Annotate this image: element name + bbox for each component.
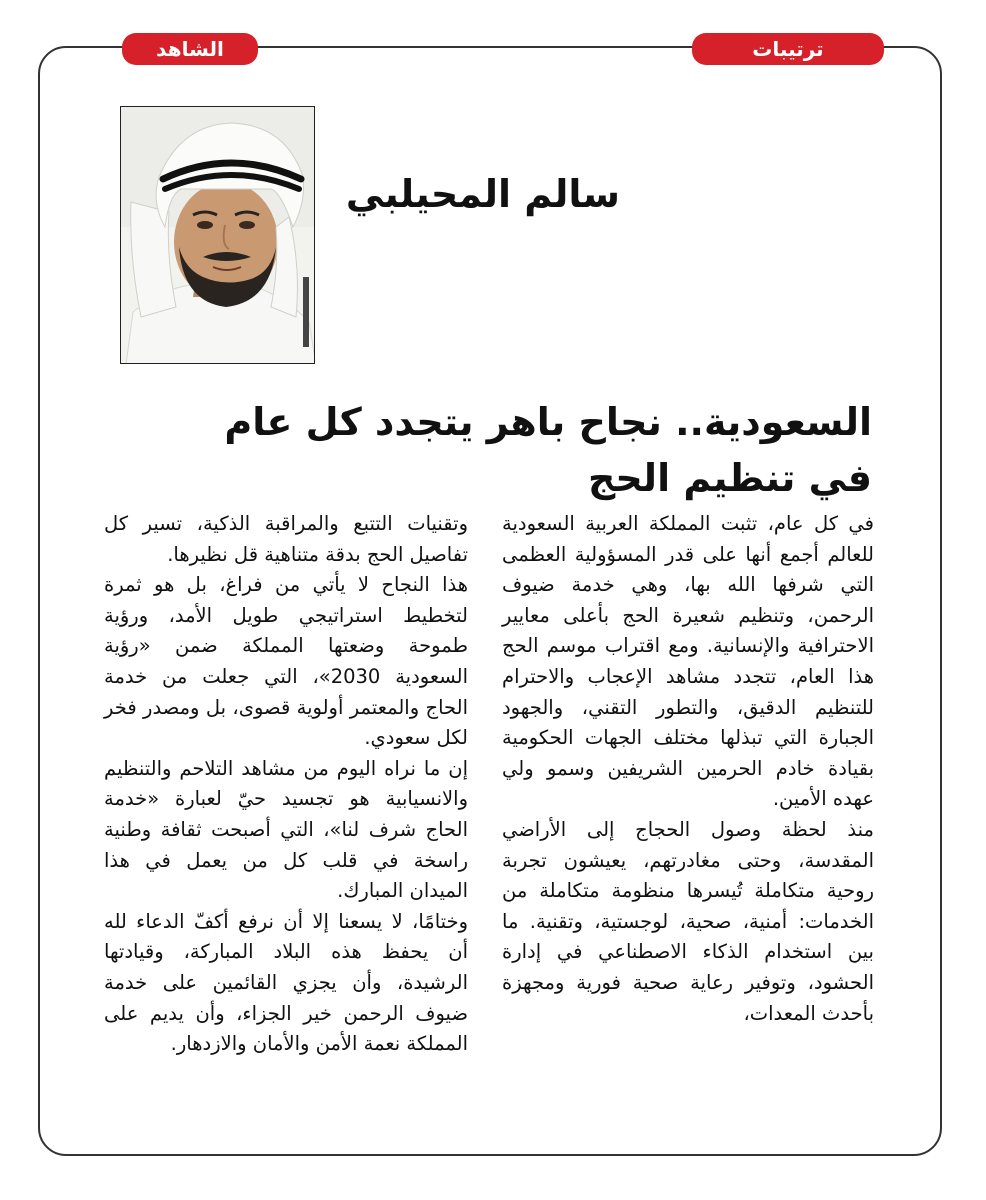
article-column-left — [104, 509, 468, 1060]
paragraph: وتقنيات التتبع والمراقبة الذكية، تسير كل تفاصيل الحج بدقة متناهية قل نظيرها. — [104, 512, 468, 566]
paragraph: هذا النجاح لا يأتي من فراغ، بل هو ثمرة لتخطيط استراتيجي طويل الأمد، ورؤية طموحة وضعتها المملكة ضمن «رؤية السعودية 2030»، التي جعلت من خدمة الحاج والمعتمر أولوية قصوى، بل ومصدر فخر لكل سعودي. — [104, 573, 469, 750]
paragraph: في كل عام، تثبت المملكة العربية السعودية للعالم أجمع أنها على قدر المسؤولية العظمى التي شرفها الله بها، وهي خدمة ضيوف الرحمن، وتنظيم شعيرة الحج بأعلى معايير الاحترافية والإنسانية. ومع اقتراب موسم الحج هذا العام، تتجدد مشاهد الإعجاب والاحترام للتنظيم الدقيق، والتطور التقني، والجهود الجبارة التي تبذلها مختلف الجهات الحكومية بقيادة خادم الحرمين الشريفين وسمو ولي عهده الأمين. — [502, 512, 874, 811]
headline-line-2: في تنظيم الحج — [588, 456, 872, 500]
publication-tab: الشاهد — [122, 33, 258, 65]
section-tab: ترتيبات — [692, 33, 884, 65]
article-headline — [150, 394, 872, 506]
headline-line-1: السعودية.. نجاح باهر يتجدد كل عام — [224, 400, 872, 444]
author-name: سالم المحيلبي — [345, 172, 620, 216]
paragraph: وختامًا، لا يسعنا إلا أن نرفع أكفّ الدعاء لله أن يحفظ هذه البلاد المباركة، وقيادتها الرشيدة، وأن يجزي القائمين على خدمة ضيوف الرحمن خير الجزاء، وأن يديم على المملكة نعمة الأمن والأمان والازدهار. — [104, 909, 468, 1056]
author-photo — [120, 106, 315, 364]
article-column-right — [502, 509, 874, 1029]
paragraph: منذ لحظة وصول الحجاج إلى الأراضي المقدسة، وحتى مغادرتهم، يعيشون تجربة روحية متكاملة تُيسرها منظومة متكاملة من الخدمات: أمنية، صحية، لوجستية، وتقنية. ما بين استخدام الذكاء الاصطناعي في إدارة الحشود، وتوفير رعاية صحية فورية ومجهزة بأحدث المعدات، — [502, 817, 874, 1025]
paragraph: إن ما نراه اليوم من مشاهد التلاحم والتنظيم والانسيابية هو تجسيد حيّ لعبارة «خدمة الحاج شرف لنا»، التي أصبحت ثقافة وطنية راسخة في قلب كل من يعمل في هذا الميدان المبارك. — [104, 756, 468, 903]
